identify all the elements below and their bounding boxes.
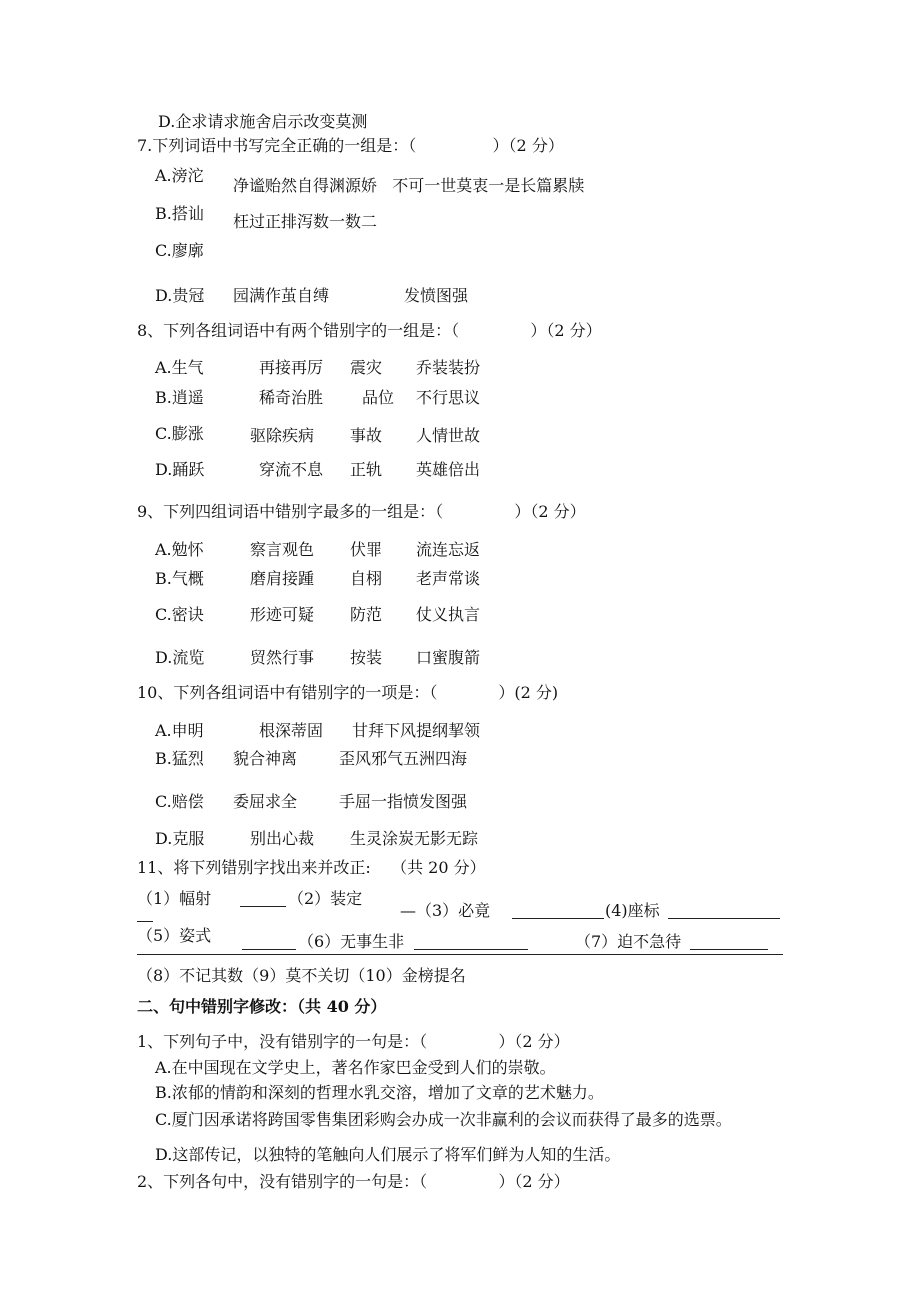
q8-option-c-word1: 驱除疾病 xyxy=(250,426,315,445)
q11-rule xyxy=(137,954,783,955)
q11-blank-4[interactable] xyxy=(668,918,780,919)
q11-item-7: （7）迫不急待 xyxy=(575,932,682,951)
q10-option-a-word2: 甘拜下风提纲挈领 xyxy=(352,721,481,740)
q11-blank-6[interactable] xyxy=(414,949,528,950)
q11-blank-1[interactable] xyxy=(240,906,286,907)
q7-option-d-word1: 园满作茧自缚 xyxy=(233,286,330,305)
q9-stem: 9、下列四组词语中错别字最多的一组是：（ ）（2 分） xyxy=(137,502,586,521)
q9-option-b-word3: 老声常谈 xyxy=(416,569,481,588)
q8-option-a-word3: 乔装装扮 xyxy=(416,358,481,377)
q9-option-b-word1: 磨肩接踵 xyxy=(250,569,315,588)
q11-item-1: （1）幅射 xyxy=(137,889,212,908)
q8-option-d-word1: 穿流不息 xyxy=(259,460,324,479)
q8-stem: 8、下列各组词语中有两个错别字的一组是：（ ）（2 分） xyxy=(137,321,602,340)
q11-item-5: （5）姿式 xyxy=(137,926,212,945)
q7-option-b-label: B.搭讪 xyxy=(155,204,204,223)
q7-stem: 7.下列词语中书写完全正确的一组是：（ ）（2 分） xyxy=(137,136,564,155)
q8-option-a-word2: 震灾 xyxy=(350,358,383,377)
q8-option-c-word2: 事故 xyxy=(350,426,383,445)
q11-blank-3[interactable] xyxy=(512,918,604,919)
q9-option-a-word3: 流连忘返 xyxy=(416,540,481,559)
q9-option-d-word3: 口蜜腹箭 xyxy=(416,648,481,667)
q9-option-c-label: C.密诀 xyxy=(155,605,204,624)
q7-option-b-text: 枉过正排泻数一数二 xyxy=(233,212,378,231)
q9-option-d-label: D.流览 xyxy=(155,648,205,667)
q10-option-d-label: D.克服 xyxy=(155,829,205,848)
q9-option-c-word2: 防范 xyxy=(350,605,383,624)
q7-option-d-word2: 发愤图强 xyxy=(404,286,469,305)
q10-option-d-word2: 生灵涂炭无影无踪 xyxy=(350,829,479,848)
q8-option-d-label: D.踊跃 xyxy=(155,460,205,479)
s2-q1-option-c: C.厦门因承诺将跨国零售集团彩购会办成一次非赢利的会议而获得了最多的选票。 xyxy=(155,1110,732,1129)
q9-option-d-word1: 贸然行事 xyxy=(250,648,315,667)
q8-option-a-label: A.生气 xyxy=(155,358,204,377)
q11-items-8-10: （8）不记其数（9）莫不关切（10）金榜提名 xyxy=(137,966,466,985)
q9-option-a-label: A.勉怀 xyxy=(155,540,204,559)
s2-q2-stem: 2、下列各句中，没有错别字的一句是：（ ）（2 分） xyxy=(137,1172,570,1191)
q10-option-b-label: B.猛烈 xyxy=(155,749,204,768)
q8-option-b-label: B.逍遥 xyxy=(155,388,204,407)
q7-option-a-label: A.滂沱 xyxy=(155,166,204,185)
s2-q1-stem: 1、下列句子中，没有错别字的一句是：（ ）（2 分） xyxy=(137,1032,570,1051)
q10-option-c-word2: 手屈一指愤发图强 xyxy=(339,792,468,811)
s2-q1-option-d: D.这部传记，以独特的笔触向人们展示了将军们鲜为人知的生活。 xyxy=(155,1145,621,1164)
q10-option-a-label: A.申明 xyxy=(155,721,204,740)
option-d-prev: D.企求请求施舍启示改变莫测 xyxy=(158,112,368,131)
q8-option-b-word1: 稀奇治胜 xyxy=(259,388,324,407)
q9-option-a-word1: 察言观色 xyxy=(250,540,315,559)
q10-option-b-word1: 貌合神离 xyxy=(233,749,298,768)
q11-blank-2[interactable] xyxy=(137,921,153,922)
q10-option-c-label: C.赔偿 xyxy=(155,792,204,811)
q10-option-b-word2: 歪风邪气五洲四海 xyxy=(339,749,468,768)
s2-q1-option-a: A.在中国现在文学史上，著名作家巴金受到人们的崇敬。 xyxy=(155,1058,556,1077)
q8-option-d-word3: 英雄倍出 xyxy=(416,460,481,479)
q10-option-c-word1: 委屈求全 xyxy=(233,792,298,811)
q11-item-2: （2）装定 xyxy=(288,889,363,908)
q10-option-d-word1: 别出心裁 xyxy=(250,829,315,848)
q9-option-b-word2: 自栩 xyxy=(350,569,383,588)
q11-item-6: （6）无事生非 xyxy=(298,932,405,951)
q7-option-d-label: D.贵冠 xyxy=(155,286,205,305)
q8-option-d-word2: 正轨 xyxy=(350,460,383,479)
q8-option-b-word3: 不行思议 xyxy=(416,388,481,407)
section-2-heading: 二、句中错别字修改：（共 40 分） xyxy=(137,997,387,1016)
q9-option-c-word3: 仗义执言 xyxy=(416,605,481,624)
q9-option-a-word2: 伏罪 xyxy=(350,540,383,559)
q11-blank-7[interactable] xyxy=(690,949,768,950)
q7-option-a-text: 净谧贻然自得渊源娇 不可一世莫衷一是长篇累牍 xyxy=(233,176,585,195)
q8-option-c-word3: 人情世故 xyxy=(416,426,481,445)
q9-option-b-label: B.气概 xyxy=(155,569,204,588)
q10-option-a-word1: 根深蒂固 xyxy=(259,721,324,740)
q8-option-b-word2: 品位 xyxy=(362,388,395,407)
q8-option-a-word1: 再接再厉 xyxy=(259,358,324,377)
q11-stem: 11、将下列错别字找出来并改正: （共 20 分） xyxy=(137,858,486,877)
q11-item-3: —（3）必竟 xyxy=(400,901,491,920)
q9-option-c-word1: 形迹可疑 xyxy=(250,605,315,624)
q7-option-c-label: C.廖廓 xyxy=(155,241,204,260)
q9-option-d-word2: 按装 xyxy=(350,648,383,667)
s2-q1-option-b: B.浓郁的情韵和深刻的哲理水乳交溶，增加了文章的艺术魅力。 xyxy=(155,1083,604,1102)
q8-option-c-label: C.膨涨 xyxy=(155,424,204,443)
q10-stem: 10、下列各组词语中有错别字的一项是：（ ）(2 分) xyxy=(137,683,559,702)
q11-item-4: (4)座标 xyxy=(605,901,660,920)
q11-blank-5[interactable] xyxy=(242,949,296,950)
